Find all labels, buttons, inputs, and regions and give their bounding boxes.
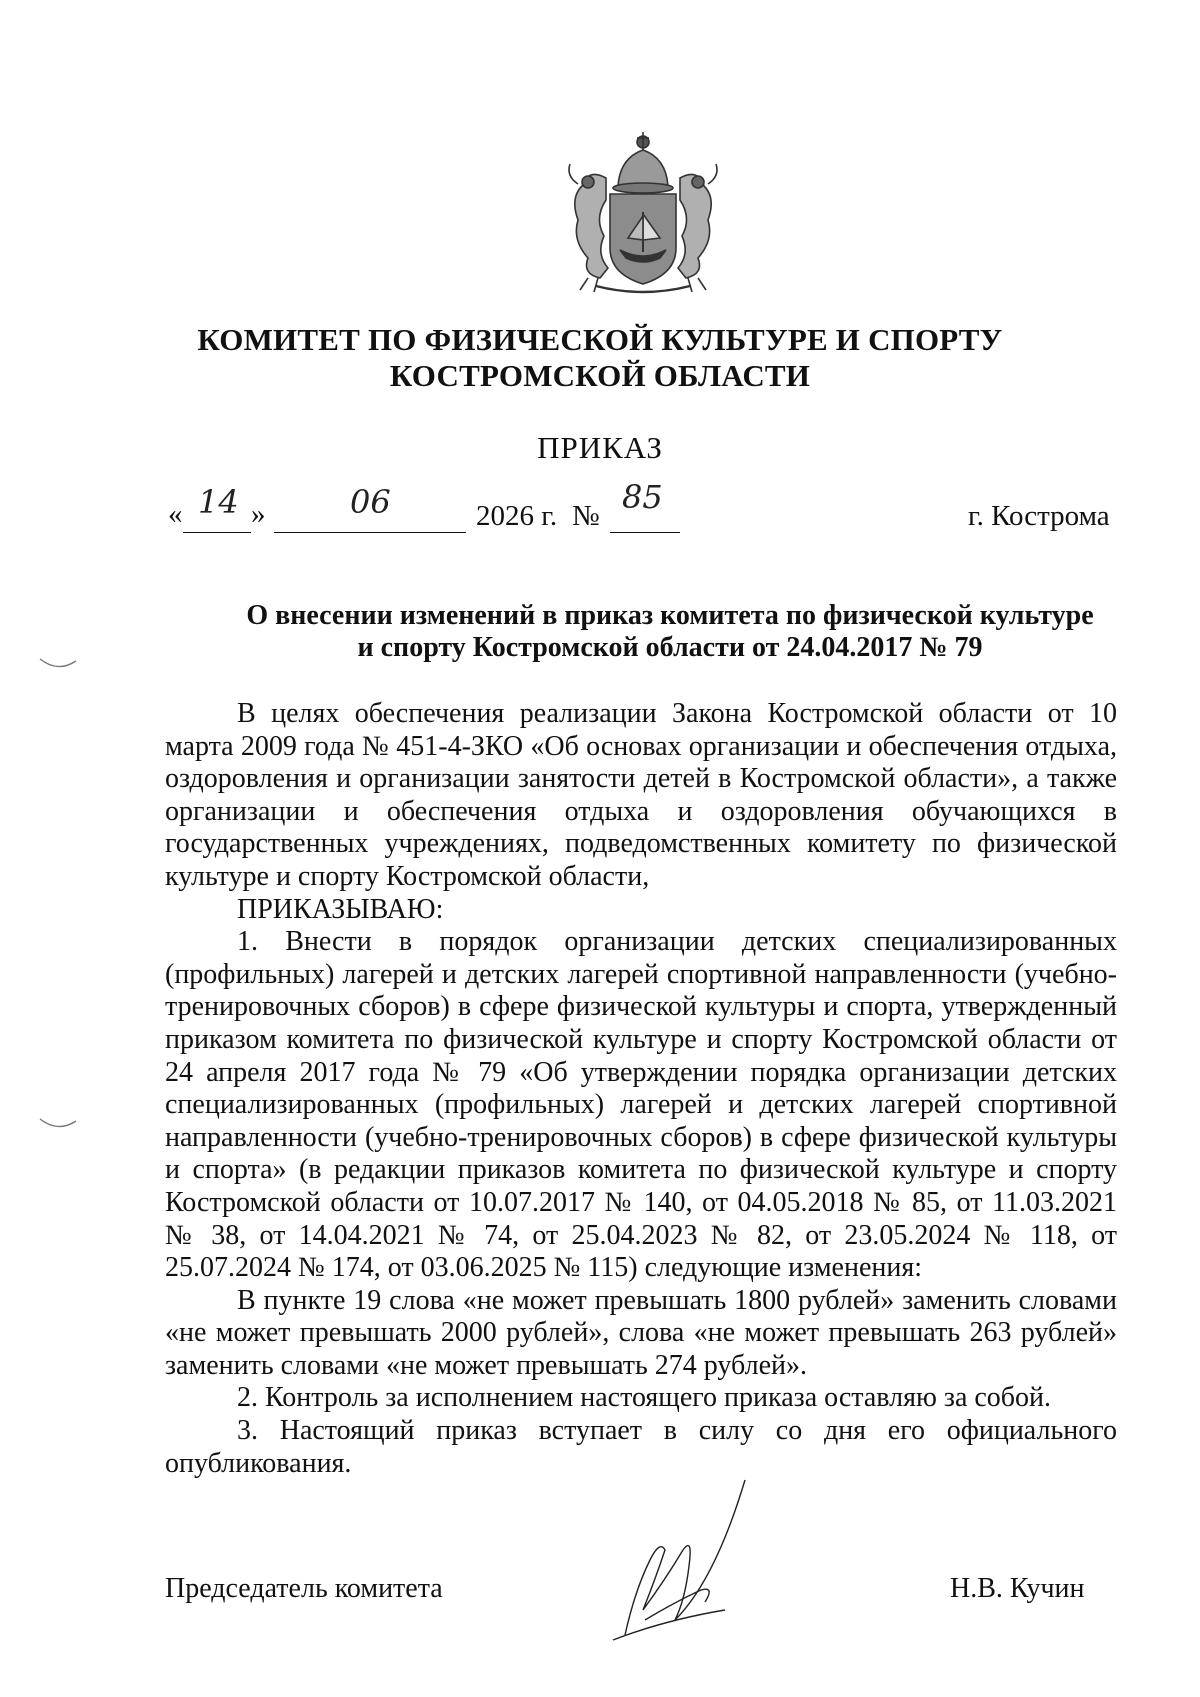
order-body [165,698,1117,1480]
margin-scan-mark [38,655,78,673]
organization-name-line1: КОМИТЕТ ПО ФИЗИЧЕСКОЙ КУЛЬТУРЕ И СПОРТУ [197,322,1003,357]
date-close-quote: » [251,498,266,530]
day-underline [183,532,251,533]
number-sign: № [572,500,600,532]
subject-line2: и спорту Костромской области от 24.04.2017 № 79 [357,632,983,663]
item-1-subparagraph: В пункте 19 слова «не может превышать 1800 рублей» заменить словами «не может превышать 2000 рублей», слова «не может превышать 263 рублей» заменить словами «не может превышать 274 рублей». [165,1284,1117,1381]
item-3-paragraph: 3. Настоящий приказ вступает в силу со дня его официального опубликования. [165,1415,1117,1479]
date-month-handwritten: 06 [350,483,391,521]
order-word: ПРИКАЗЫВАЮ: [237,893,444,925]
date-day-handwritten: 14 [198,483,239,521]
date-open-quote: « [168,498,183,530]
handwritten-signature [605,1470,755,1645]
item-1-paragraph: 1. Внести в порядок организации детских специализированных (профильных) лагерей и детских лагерей спортивной направленности (учебно-тренировочных сборов) в сфере физической культуры и спорта, утвержденный приказом комитета по физической культуре и спорту Костромской области от 24 апреля 2017 года № 79 «Об утверждении порядка организации детских специализированных (профильных) лагерей и детских лагерей спортивной направленности (учебно-тренировочных сборов) в сфере физической культуры и спорта» (в редакции приказов комитета по физической культуре и спорту Костромской области от 10.07.2017 № 140, от 04.05.2018 № 85, от 11.03.2021 № 38, от 14.04.2021 № 74, от 25.04.2023 № 82, от 23.05.2024 № 118, от 25.07.2024 № 174, от 03.06.2025 № 115) следующие изменения: [165,926,1117,1284]
organization-name-line2: КОСТРОМСКОЙ ОБЛАСТИ [389,358,811,393]
order-number-handwritten: 85 [622,478,663,516]
date-year: 2026 г. [476,500,558,532]
signer-position: Председатель комитета [165,1573,443,1604]
item-2-paragraph: 2. Контроль за исполнением настоящего приказа оставляю за собой. [237,1382,1052,1414]
document-type-title: ПРИКАЗ [537,430,663,465]
margin-scan-mark [38,1115,78,1133]
subject-line1: О внесении изменений в приказ комитета по физической культуре [246,600,1094,631]
number-underline [610,532,680,533]
month-underline [274,532,466,533]
coat-of-arms-emblem [548,128,738,296]
signer-name: Н.В. Кучин [950,1573,1085,1604]
city-name: г. Кострома [968,500,1110,532]
preamble-paragraph: В целях обеспечения реализации Закона Костромской области от 10 марта 2009 года № 451-4-ЗКО «Об основах организации и обеспечения отдыха, оздоровления и организации занятости детей в Костромской области», а также организации и обеспечения отдыха и оздоровления обучающихся в государственных учреждениях, подведомственных комитету по физической культуре и спорту Костромской области, [165,698,1117,892]
order-subject [230,600,1110,664]
